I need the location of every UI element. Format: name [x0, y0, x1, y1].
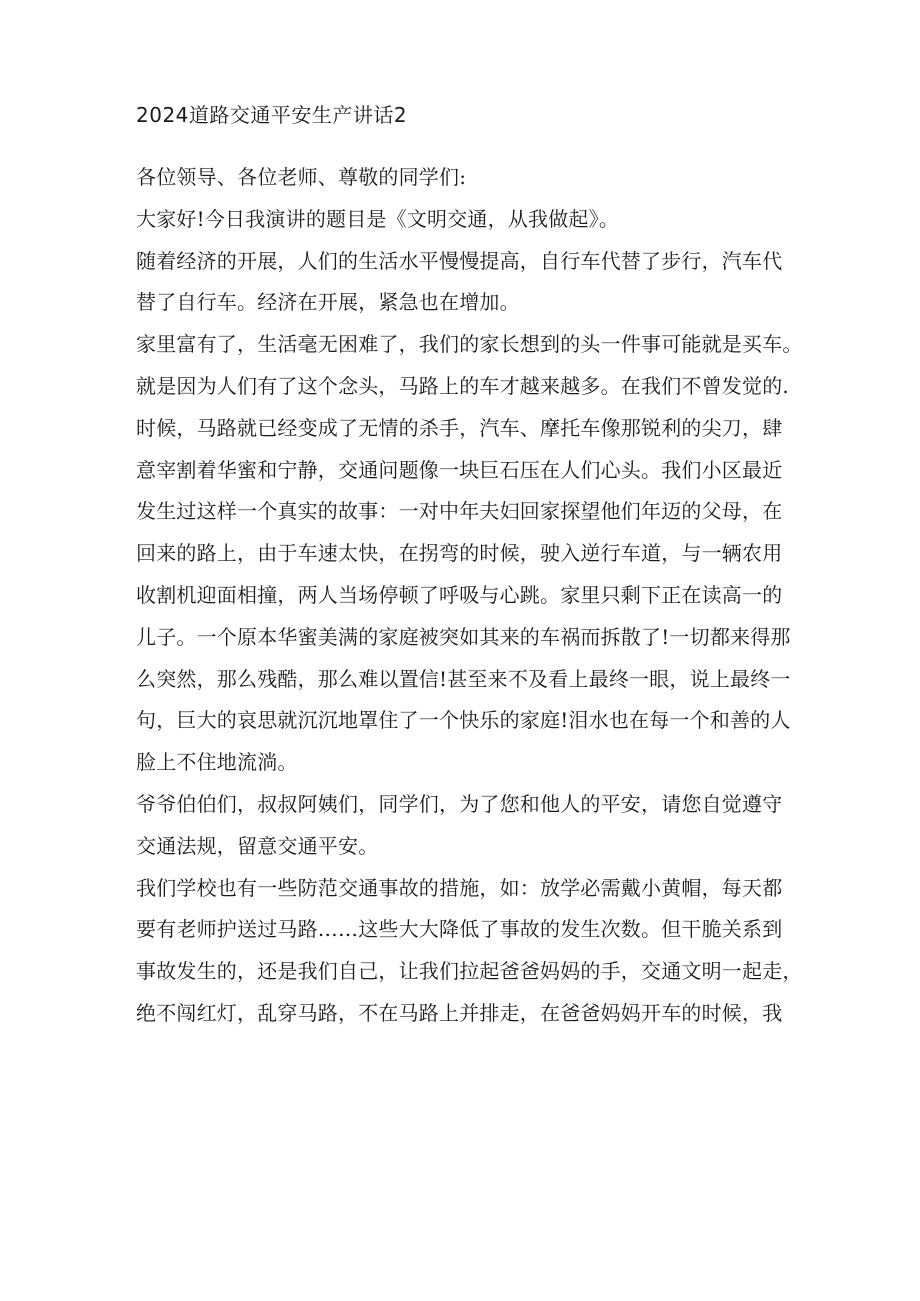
- text-line: 意宰割着华蜜和宁静，交通问题像一块巨石压在人们心头。我们小区最近: [136, 457, 783, 482]
- text-line: 就是因为人们有了这个念头，马路上的车才越来越多。在我们不曾发觉的.: [136, 373, 789, 398]
- document-title: 2024道路交通平安生产讲话2: [136, 103, 408, 127]
- text-line: 替了自行车。经济在开展，紧急也在增加。: [136, 290, 520, 315]
- text-line: 收割机迎面相撞，两人当场停顿了呼吸与心跳。家里只剩下正在读高一的: [136, 582, 783, 607]
- text-line: 事故发生的，还是我们自己，让我们拉起爸爸妈妈的手，交通文明一起走，: [136, 959, 803, 984]
- text-line: 大家好!今日我演讲的题目是《文明交通，从我做起》。: [136, 206, 620, 231]
- text-line: 随着经济的开展，人们的生活水平慢慢提高，自行车代替了步行，汽车代: [136, 248, 783, 273]
- text-line: 时候，马路就已经变成了无情的杀手，汽车、摩托车像那锐利的尖刀，肆: [136, 415, 783, 440]
- text-line: 爷爷伯伯们，叔叔阿姨们，同学们，为了您和他人的平安，请您自觉遵守: [136, 791, 783, 816]
- text-line: 发生过这样一个真实的故事：一对中年夫妇回家探望他们年迈的父母，在: [136, 499, 783, 524]
- text-line: 么突然，那么残酷，那么难以置信!甚至来不及看上最终一眼，说上最终一: [136, 666, 791, 691]
- text-line: 脸上不住地流淌。: [136, 750, 298, 775]
- text-line: 回来的路上，由于车速太快，在拐弯的时候，驶入逆行车道，与一辆农用: [136, 541, 783, 566]
- text-line: 家里富有了，生活毫无困难了，我们的家长想到的头一件事可能就是买车。: [136, 332, 803, 357]
- text-line: 我们学校也有一些防范交通事故的措施，如：放学必需戴小黄帽，每天都: [136, 875, 783, 900]
- text-line: 要有老师护送过马路……这些大大降低了事故的发生次数。但干脆关系到: [136, 917, 783, 942]
- text-line: 交通法规，留意交通平安。: [136, 833, 379, 858]
- text-line: 儿子。一个原本华蜜美满的家庭被突如其来的车祸而拆散了!一切都来得那: [136, 624, 791, 649]
- document-body: [136, 162, 803, 1040]
- text-line: 各位领导、各位老师、尊敬的同学们:: [136, 165, 467, 189]
- text-line: 句，巨大的哀思就沉沉地罩住了一个快乐的家庭!泪水也在每一个和善的人: [136, 708, 791, 733]
- text-line: 绝不闯红灯，乱穿马路，不在马路上并排走，在爸爸妈妈开车的时候，我: [136, 1000, 783, 1025]
